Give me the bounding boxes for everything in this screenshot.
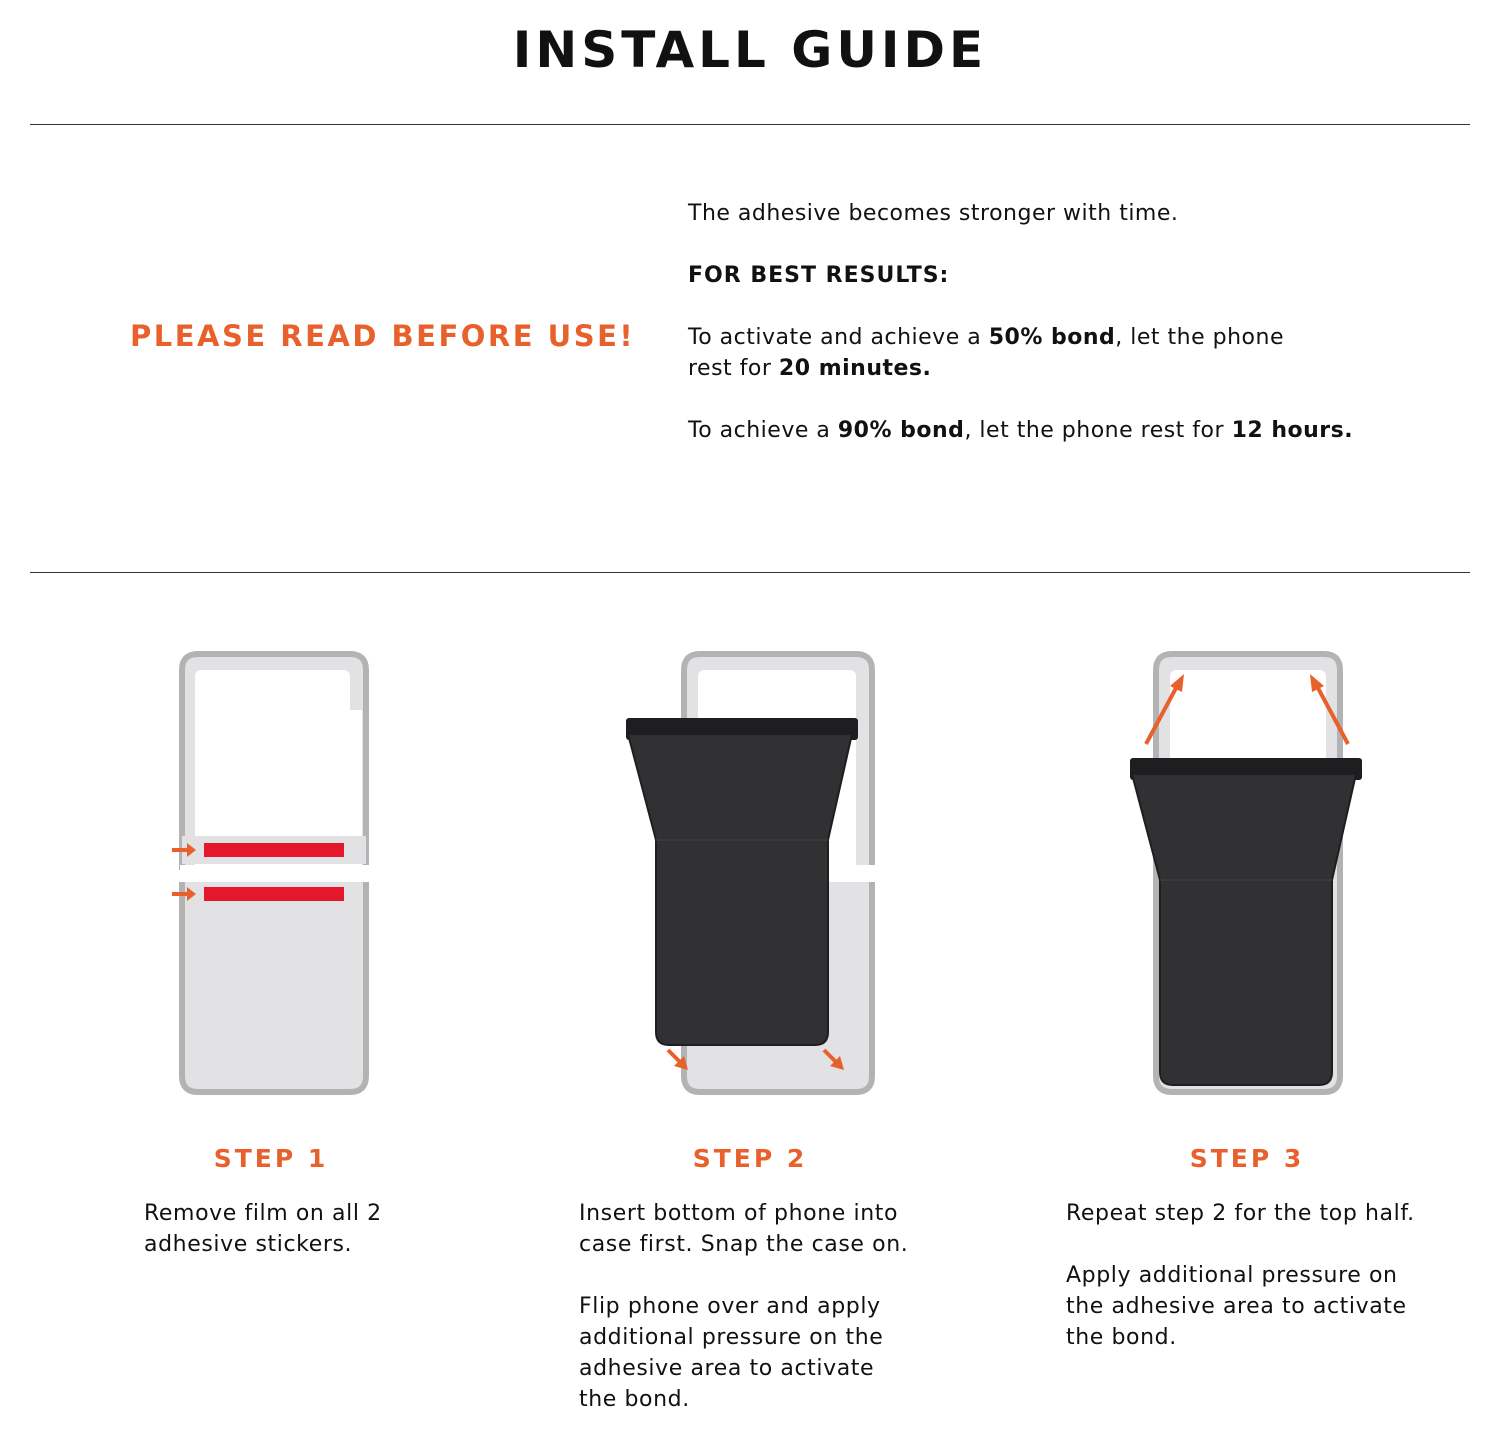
step-2-description xyxy=(579,1198,924,1446)
phone xyxy=(1130,758,1362,1085)
bond-90-text xyxy=(688,415,1448,446)
step-3-line: Apply additional pressure on the adhesive area to activate the bond. xyxy=(1066,1263,1407,1350)
case-bottom-half xyxy=(182,882,366,1092)
warning-heading: PLEASE READ BEFORE USE! xyxy=(130,319,636,353)
adhesive-sticker-bottom xyxy=(204,887,344,901)
step-3-title: STEP 3 xyxy=(1189,1144,1305,1173)
bond-50-text xyxy=(688,322,1308,384)
hinge-gap xyxy=(180,865,370,881)
bond-90-pct: 90% bond xyxy=(837,418,965,443)
step-1-line: Remove film on all 2 adhesive stickers. xyxy=(144,1201,382,1257)
step-3-description xyxy=(1066,1198,1446,1384)
page-title: INSTALL GUIDE xyxy=(512,21,988,79)
best-results-heading: FOR BEST RESULTS: xyxy=(688,263,950,288)
phone xyxy=(626,718,858,1045)
bond-50-mid: , let the phone rest for xyxy=(688,325,1284,381)
step-2-line: Insert bottom of phone into case first. Snap the case on. xyxy=(579,1201,909,1257)
step-1-illustration xyxy=(160,640,390,1110)
intro-text: The adhesive becomes stronger with time. xyxy=(688,201,1179,226)
bond-90-time: 12 hours. xyxy=(1231,418,1354,443)
top-divider xyxy=(30,124,1470,125)
step-2-illustration xyxy=(620,640,890,1110)
bond-50-pre: To activate and achieve a xyxy=(688,325,989,350)
step-3-illustration xyxy=(1120,640,1380,1110)
adhesive-info xyxy=(688,198,1448,446)
bond-50-time: 20 minutes. xyxy=(778,356,932,381)
step-3-line: Repeat step 2 for the top half. xyxy=(1066,1201,1415,1226)
bond-90-mid: , let the phone rest for xyxy=(964,418,1232,443)
step-2-line: Flip phone over and apply additional pressure on the adhesive area to activate the bond. xyxy=(579,1294,884,1412)
adhesive-sticker-top xyxy=(204,843,344,857)
step-1-title: STEP 1 xyxy=(213,1144,329,1173)
middle-divider xyxy=(30,572,1470,573)
step-1-description xyxy=(144,1198,419,1291)
bond-50-pct: 50% bond xyxy=(988,325,1116,350)
step-2-title: STEP 2 xyxy=(692,1144,808,1173)
bond-90-pre: To achieve a xyxy=(688,418,838,443)
